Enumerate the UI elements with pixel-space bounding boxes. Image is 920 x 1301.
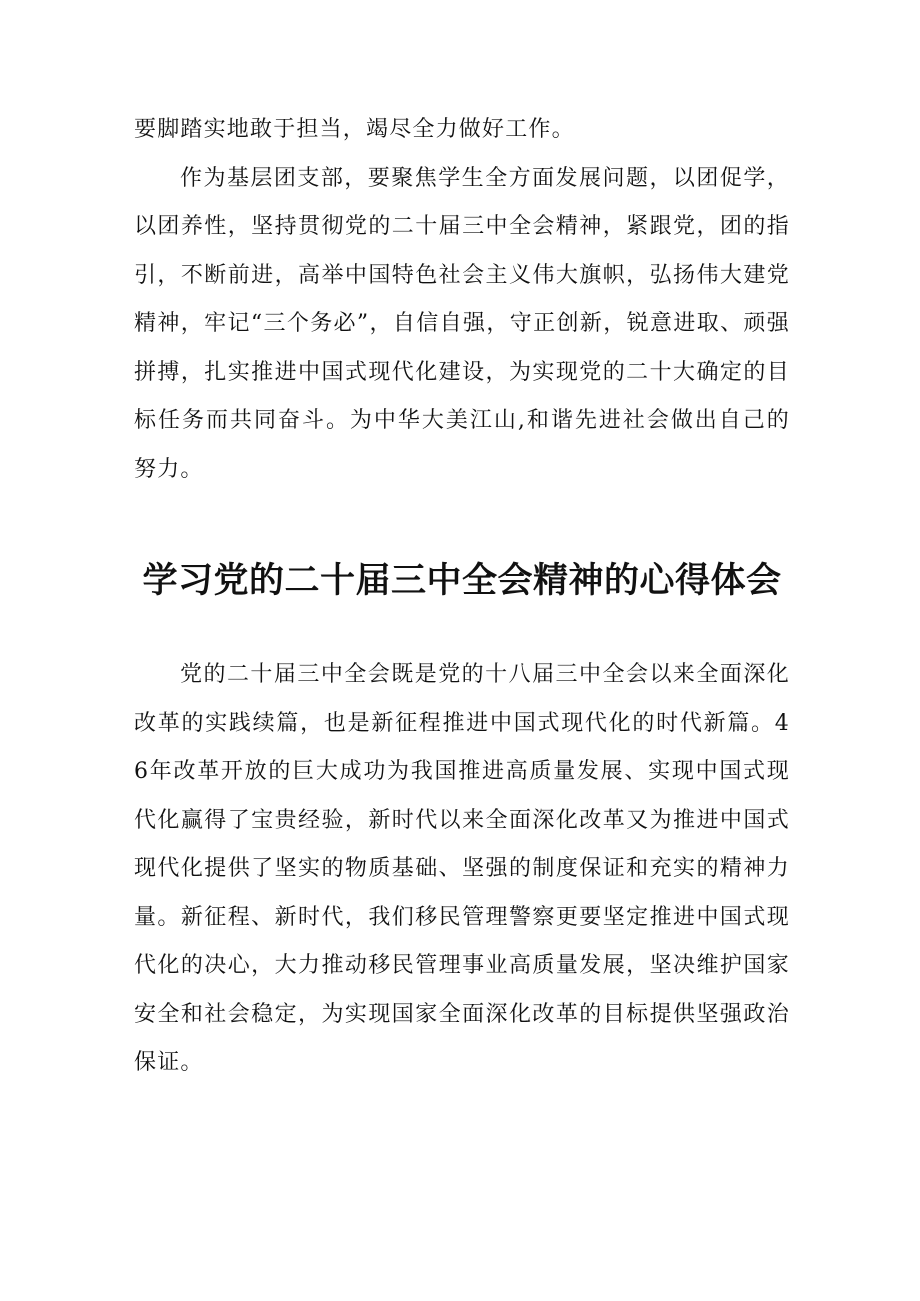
section-body: [134, 651, 790, 1088]
continuation-paragraph: 要脚踏实地敢于担当，竭尽全力做好工作。: [134, 117, 575, 142]
document-body: [134, 106, 790, 1075]
paragraph-plenary-session: 党的二十届三中全会既是党的十八届三中全会以来全面深化改革的实践续篇，也是新征程推进中国式现代化的时代新篇。46年改革开放的巨大成功为我国推进高质量发展、实现中国式现代化赢得了宝贵经验，新时代以来全面深化改革又为推进中国式现代化提供了坚实的物质基础、坚强的制度保证和充实的精神力量。新征程、新时代，我们移民管理警察更要坚定推进中国式现代化的决心，大力推动移民管理事业高质量发展，坚决维护国家安全和社会稳定，为实现国家全面深化改革的目标提供坚强政治保证。: [134, 662, 790, 1075]
section-title: 学习党的二十届三中全会精神的心得体会: [142, 561, 782, 601]
paragraph-team-branch: 作为基层团支部，要聚焦学生全方面发展问题，以团促学，以团养性，坚持贯彻党的二十届三中全会精神，紧跟党，团的指引，不断前进，高举中国特色社会主义伟大旗帜，弘扬伟大建党精神，牢记“三个务必”，自信自强，守正创新，锐意进取、顽强拼搏，扎实推进中国式现代化建设，为实现党的二十大确定的目标任务而共同奋斗。为中华大美江山,和谐先进社会做出自己的努力。: [134, 165, 790, 482]
